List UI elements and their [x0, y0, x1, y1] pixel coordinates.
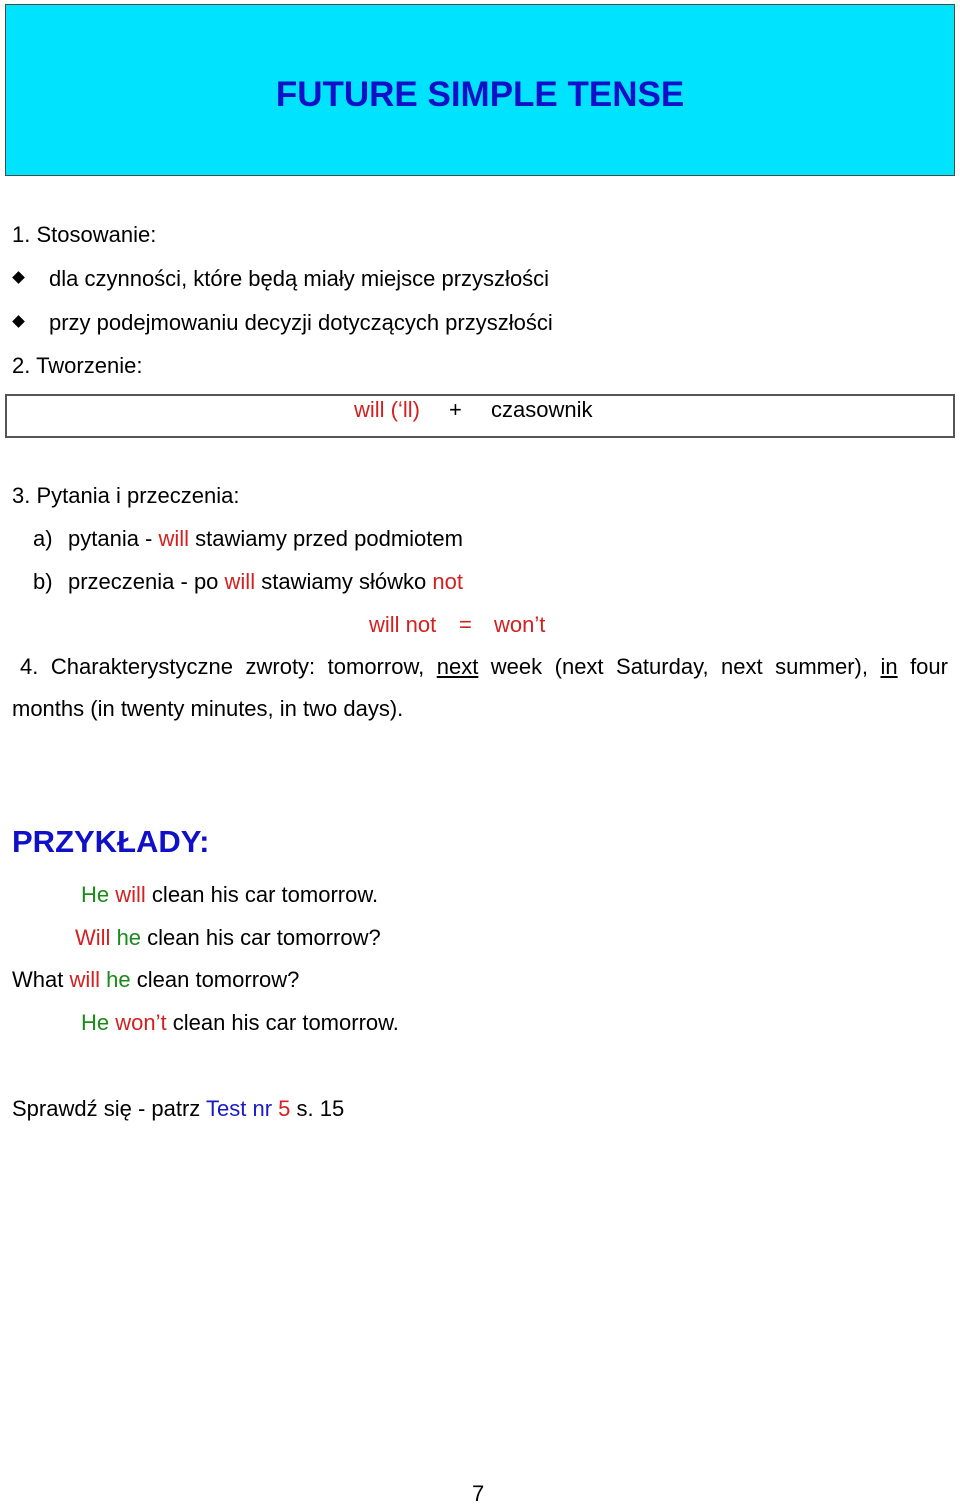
section-4-in: in	[880, 654, 898, 679]
example-sentence	[81, 1012, 399, 1034]
examples-heading: PRZYKŁADY:	[12, 824, 210, 859]
bullet-item: przy podejmowaniu decyzji dotyczących przyszłości	[49, 310, 553, 335]
item-b-text2: stawiamy słówko	[255, 569, 433, 594]
page-reference: s. 15	[290, 1096, 345, 1121]
item-b-text	[68, 571, 463, 593]
example-auxiliary: will	[69, 967, 101, 992]
contraction-eq: =	[459, 612, 472, 637]
example-sentence	[75, 927, 381, 949]
example-auxiliary: Will	[75, 925, 111, 950]
test-reference: Test nr	[206, 1096, 279, 1121]
contraction-left: will not	[369, 612, 437, 637]
example-rest: clean tomorrow?	[130, 967, 300, 992]
example-subject: he	[106, 967, 131, 992]
formula-plus: +	[449, 397, 462, 422]
example-sentence	[12, 969, 299, 991]
bullet-item: dla czynności, które będą miały miejsce przyszłości	[49, 266, 550, 291]
diamond-bullet-icon	[12, 271, 25, 284]
page-number: 7	[472, 1481, 485, 1506]
example-subject: He	[81, 882, 110, 907]
section-4-text2: week (next Saturday, next summer),	[478, 654, 881, 679]
page-title: FUTURE SIMPLE TENSE	[275, 75, 685, 114]
example-sentence	[81, 884, 378, 906]
item-b-text1: przeczenia - po	[68, 569, 225, 594]
formula-box	[5, 394, 955, 438]
section-2-heading: 2. Tworzenie:	[12, 353, 143, 378]
item-b-not: not	[432, 569, 463, 594]
contraction-right: won’t	[494, 612, 546, 637]
example-subject: He	[81, 1010, 110, 1035]
diamond-bullet-icon	[12, 315, 25, 328]
example-auxiliary: won’t	[115, 1010, 167, 1035]
item-b-will: will	[224, 569, 256, 594]
section-4-next: next	[436, 654, 479, 679]
item-b-label: b)	[33, 569, 53, 594]
item-a-text2: stawiamy przed podmiotem	[189, 526, 463, 551]
section-4-paragraph	[12, 646, 948, 730]
formula-will: will (‘ll)	[354, 397, 420, 422]
section-4-num: 4.	[20, 654, 39, 679]
section-4-text1: Charakterystyczne zwroty: tomorrow,	[38, 654, 437, 679]
formula-verb: czasownik	[491, 397, 593, 422]
section-4-text3: four months (in twenty minutes, in two days).	[12, 654, 948, 721]
item-a-text1: pytania -	[68, 526, 159, 551]
example-rest: clean his car tomorrow.	[166, 1010, 399, 1035]
example-wh-word: What	[12, 967, 70, 992]
section-1-heading: 1. Stosowanie:	[12, 222, 157, 247]
title-banner	[5, 4, 955, 176]
item-a-label: a)	[33, 526, 53, 551]
example-auxiliary: will	[115, 882, 146, 907]
item-a-text	[68, 528, 463, 550]
example-rest: clean his car tomorrow.	[145, 882, 379, 907]
item-a-will: will	[158, 526, 190, 551]
example-subject: he	[116, 925, 142, 950]
check-yourself-line	[12, 1098, 344, 1120]
check-text: Sprawdź się - patrz	[12, 1096, 207, 1121]
section-3-heading: 3. Pytania i przeczenia:	[12, 483, 240, 508]
example-rest: clean his car tomorrow?	[141, 925, 381, 950]
test-number: 5	[278, 1096, 291, 1121]
